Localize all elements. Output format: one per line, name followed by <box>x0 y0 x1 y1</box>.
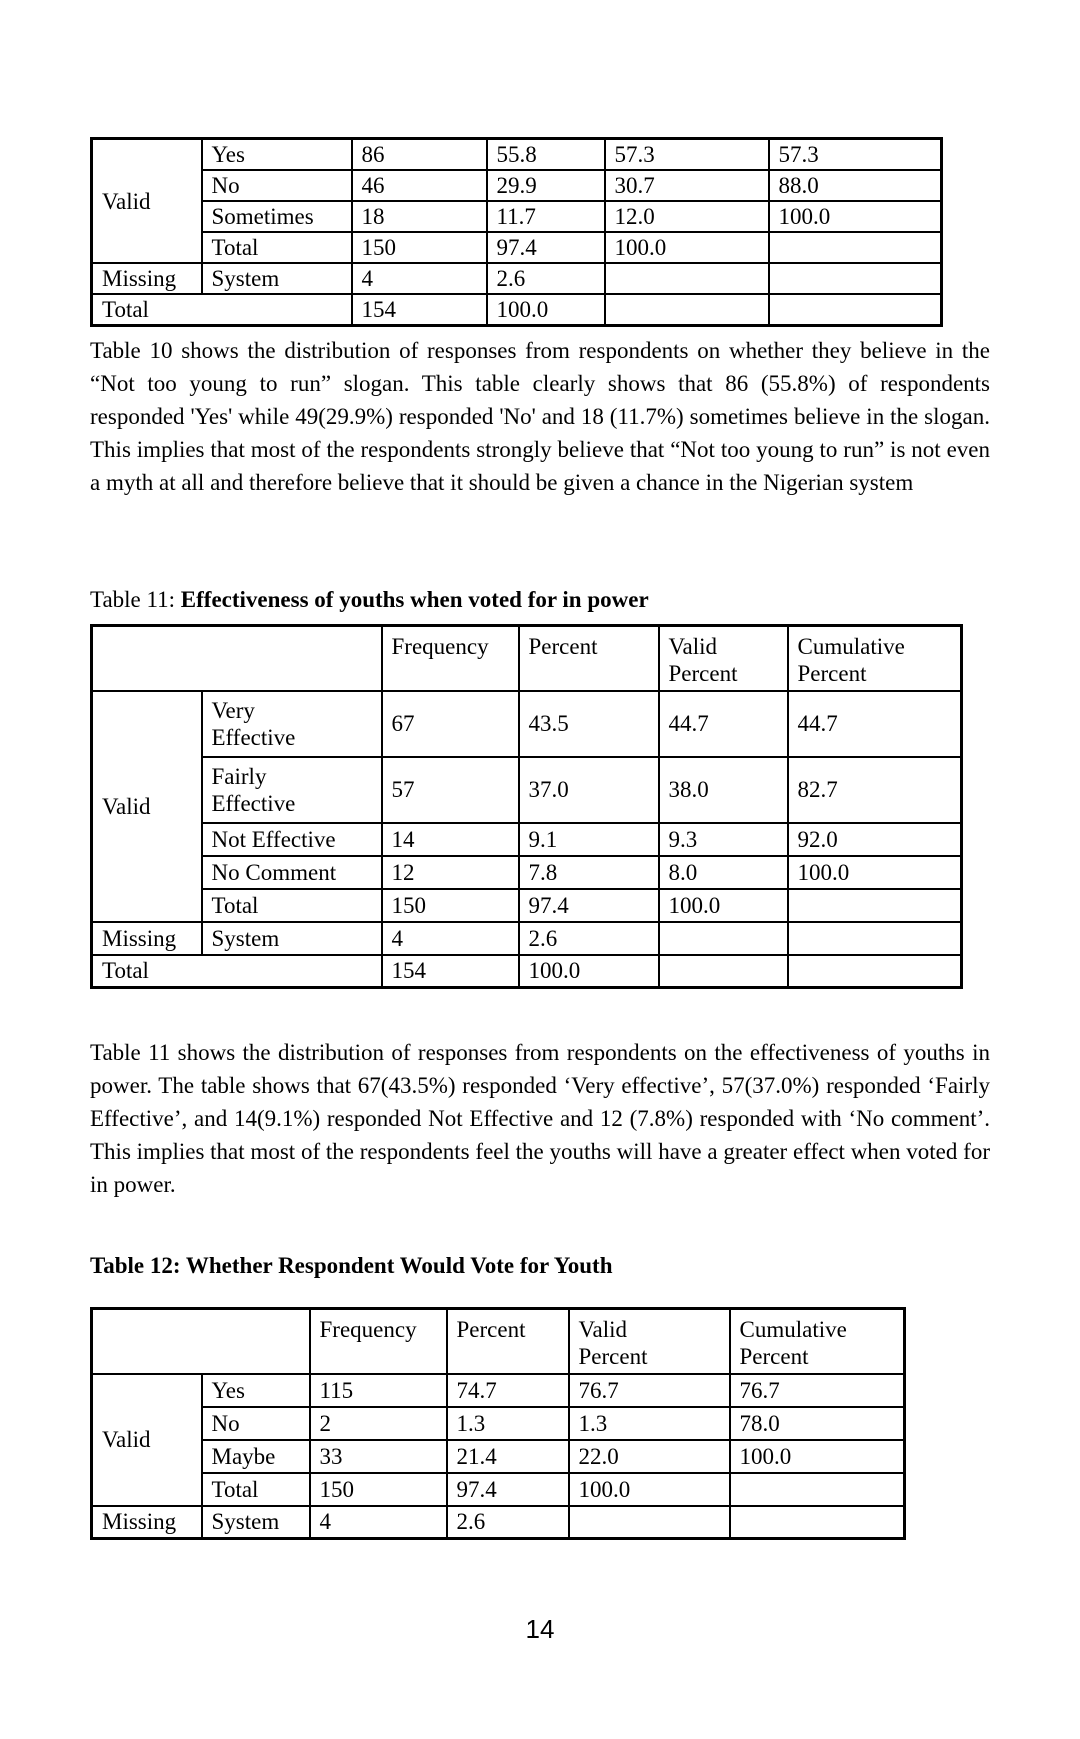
value-cell: 92.0 <box>788 823 962 856</box>
table-10 <box>90 137 943 327</box>
table-row <box>92 955 962 988</box>
header-cell: Percent <box>519 626 659 691</box>
table-row <box>92 922 962 955</box>
empty-cell <box>788 889 962 922</box>
value-cell: 74.7 <box>447 1374 569 1407</box>
value-cell: 100.0 <box>519 955 659 988</box>
empty-cell <box>92 1309 310 1374</box>
caption-title: Effectiveness of youths when voted for in power <box>180 587 649 612</box>
empty-cell <box>769 294 942 326</box>
value-cell: 4 <box>352 263 487 294</box>
value-cell: 57 <box>382 757 519 823</box>
value-cell: 14 <box>382 823 519 856</box>
value-cell: 44.7 <box>659 691 788 757</box>
value-cell: 22.0 <box>569 1440 730 1473</box>
empty-cell <box>92 626 382 691</box>
value-cell: 78.0 <box>730 1407 905 1440</box>
value-cell: 1.3 <box>569 1407 730 1440</box>
group-label-cell: Valid <box>92 691 202 922</box>
header-cell: Valid Percent <box>569 1309 730 1374</box>
value-cell: 150 <box>352 232 487 263</box>
value-cell: 100.0 <box>788 856 962 889</box>
empty-cell <box>730 1506 905 1539</box>
row-label-cell: No Comment <box>202 856 382 889</box>
empty-cell <box>659 922 788 955</box>
value-cell: 100.0 <box>730 1440 905 1473</box>
value-cell: 57.3 <box>769 139 942 171</box>
value-cell: 4 <box>382 922 519 955</box>
row-label-cell: Yes <box>202 1374 310 1407</box>
value-cell: 7.8 <box>519 856 659 889</box>
header-cell: Cumulative Percent <box>730 1309 905 1374</box>
value-cell: 4 <box>310 1506 447 1539</box>
value-cell: 12.0 <box>605 201 769 232</box>
total-label-cell: Total <box>92 294 352 326</box>
row-label-cell: Total <box>202 889 382 922</box>
value-cell: 86 <box>352 139 487 171</box>
value-cell: 76.7 <box>569 1374 730 1407</box>
table-row <box>92 757 962 823</box>
table-row <box>92 1473 905 1506</box>
empty-cell <box>605 263 769 294</box>
table-row <box>92 170 942 201</box>
row-label-cell: Fairly Effective <box>202 757 382 823</box>
value-cell: 29.9 <box>487 170 605 201</box>
table-row <box>92 856 962 889</box>
row-label-cell: Maybe <box>202 1440 310 1473</box>
group-label-cell: Missing <box>92 922 202 955</box>
group-label-cell: Missing <box>92 1506 202 1539</box>
row-label-cell: System <box>202 922 382 955</box>
value-cell: 150 <box>382 889 519 922</box>
value-cell: 43.5 <box>519 691 659 757</box>
paragraph-table10-analysis: Table 10 shows the distribution of responses from respondents on whether they believe in the “Not too young to run” slogan. This table clearly shows that 86 (55.8%) of respondents responded 'Yes' while 49(29.9%) responded 'No' and 18 (11.7%) sometimes believe in the slogan. This implies that most of the respondents strongly believe that “Not too young to run” is not even a myth at all and therefore believe that it should be given a chance in the Nigerian system <box>90 338 990 495</box>
value-cell: 154 <box>352 294 487 326</box>
row-label-cell: Total <box>202 232 352 263</box>
empty-cell <box>769 263 942 294</box>
table-row <box>92 1374 905 1407</box>
table-row <box>92 889 962 922</box>
value-cell: 150 <box>310 1473 447 1506</box>
value-cell: 76.7 <box>730 1374 905 1407</box>
value-cell: 100.0 <box>769 201 942 232</box>
group-label-cell: Missing <box>92 263 202 294</box>
header-cell: Valid Percent <box>659 626 788 691</box>
empty-cell <box>769 232 942 263</box>
value-cell: 100.0 <box>487 294 605 326</box>
value-cell: 33 <box>310 1440 447 1473</box>
caption-prefix: Table 11: <box>90 587 181 612</box>
table-11-caption <box>90 586 990 614</box>
empty-cell <box>605 294 769 326</box>
value-cell: 97.4 <box>487 232 605 263</box>
value-cell: 18 <box>352 201 487 232</box>
value-cell: 9.3 <box>659 823 788 856</box>
value-cell: 97.4 <box>447 1473 569 1506</box>
value-cell: 100.0 <box>659 889 788 922</box>
empty-cell <box>659 955 788 988</box>
value-cell: 2.6 <box>487 263 605 294</box>
value-cell: 55.8 <box>487 139 605 171</box>
table-12 <box>90 1307 906 1540</box>
value-cell: 100.0 <box>569 1473 730 1506</box>
table-row <box>92 1407 905 1440</box>
value-cell: 1.3 <box>447 1407 569 1440</box>
table-row <box>92 823 962 856</box>
value-cell: 82.7 <box>788 757 962 823</box>
table-row <box>92 1440 905 1473</box>
value-cell: 38.0 <box>659 757 788 823</box>
row-label-cell: Sometimes <box>202 201 352 232</box>
group-label-cell: Valid <box>92 1374 202 1506</box>
row-label-cell: Total <box>202 1473 310 1506</box>
value-cell: 2 <box>310 1407 447 1440</box>
row-label-cell: System <box>202 263 352 294</box>
value-cell: 12 <box>382 856 519 889</box>
value-cell: 2.6 <box>519 922 659 955</box>
table-11 <box>90 624 963 989</box>
header-cell: Percent <box>447 1309 569 1374</box>
row-label-cell: Very Effective <box>202 691 382 757</box>
row-label-cell: Yes <box>202 139 352 171</box>
value-cell: 100.0 <box>605 232 769 263</box>
row-label-cell: System <box>202 1506 310 1539</box>
total-label-cell: Total <box>92 955 382 988</box>
table-12-caption: Table 12: Whether Respondent Would Vote for Youth <box>90 1253 613 1278</box>
table-row <box>92 263 942 294</box>
header-cell: Frequency <box>382 626 519 691</box>
value-cell: 44.7 <box>788 691 962 757</box>
value-cell: 67 <box>382 691 519 757</box>
value-cell: 97.4 <box>519 889 659 922</box>
table-row <box>92 294 942 326</box>
value-cell: 57.3 <box>605 139 769 171</box>
empty-cell <box>788 955 962 988</box>
value-cell: 21.4 <box>447 1440 569 1473</box>
group-label-cell: Valid <box>92 139 202 264</box>
table-row <box>92 201 942 232</box>
empty-cell <box>788 922 962 955</box>
header-row <box>92 1309 905 1374</box>
table-row <box>92 232 942 263</box>
header-cell: Cumulative Percent <box>788 626 962 691</box>
table-row <box>92 691 962 757</box>
header-row <box>92 626 962 691</box>
page-number: 14 <box>525 1614 555 1644</box>
empty-cell <box>569 1506 730 1539</box>
value-cell: 9.1 <box>519 823 659 856</box>
row-label-cell: No <box>202 1407 310 1440</box>
value-cell: 8.0 <box>659 856 788 889</box>
value-cell: 46 <box>352 170 487 201</box>
paragraph-table11-analysis: Table 11 shows the distribution of responses from respondents on the effectiveness of youths in power. The table shows that 67(43.5%) responded ‘Very effective’, 57(37.0%) responded ‘Fairly Effective’, and 14(9.1%) responded Not Effective and 12 (7.8%) responded with ‘No comment’. This implies that most of the respondents feel the youths will have a greater effect when voted for in power. <box>90 1040 990 1197</box>
value-cell: 2.6 <box>447 1506 569 1539</box>
row-label-cell: Not Effective <box>202 823 382 856</box>
table-row <box>92 1506 905 1539</box>
value-cell: 88.0 <box>769 170 942 201</box>
table-row <box>92 139 942 171</box>
value-cell: 37.0 <box>519 757 659 823</box>
value-cell: 154 <box>382 955 519 988</box>
value-cell: 30.7 <box>605 170 769 201</box>
value-cell: 115 <box>310 1374 447 1407</box>
row-label-cell: No <box>202 170 352 201</box>
empty-cell <box>730 1473 905 1506</box>
header-cell: Frequency <box>310 1309 447 1374</box>
value-cell: 11.7 <box>487 201 605 232</box>
